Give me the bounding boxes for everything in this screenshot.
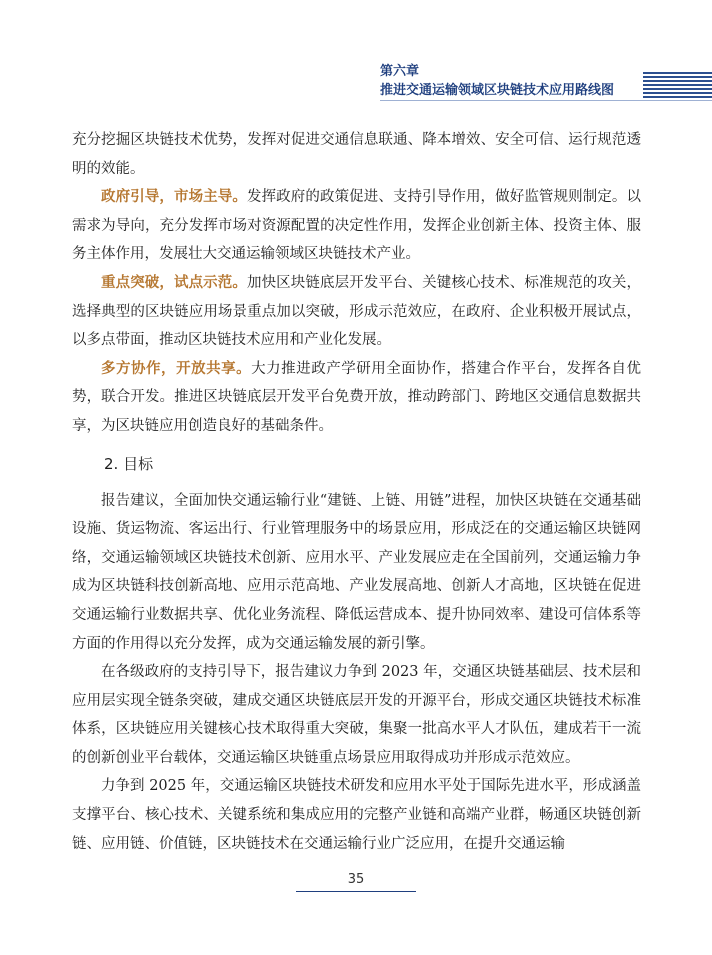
chapter-title: 推进交通运输领域区块链技术应用路线图 — [380, 83, 615, 98]
paragraph-text: 大力推进政产学研用全面协作，搭建合作平台，发挥各自优势，联合开发。推进区块链底层开发平台免费开放，推动跨部门、跨地区交通信息数据共享，为区块链应用创造良好的基础条件。 — [72, 360, 642, 434]
paragraph-cooperation — [72, 355, 641, 441]
paragraph-text: 加快区块链底层开发平台、关键核心技术、标准规范的攻关，选择典型的区块链应用场景重点加以突破，形成示范效应，在政府、企业积极开展试点，以多点带面，推动区块链技术应用和产业化发展。 — [72, 274, 642, 349]
chapter-label: 第六章 — [380, 64, 420, 79]
paragraph-2023-target: 在各级政府的支持引导下，报告建议力争到 2023 年，交通区块链基础层、技术层和应用层实现全链条突破，建成交通区块链底层开发的开源平台，形成交通区块链技术标准体系，区块链应用关键核心技术取得重大突破，集聚一批高水平人才队伍，建成若干一流的创新创业平台载体，交通运输区块链重点场景应用取得成功并形成示范效应。 — [72, 664, 641, 766]
page-number: 35 — [347, 872, 365, 887]
principle-heading: 多方协作，开放共享。 — [101, 359, 252, 377]
paragraph-goals: 报告建议，全面加快交通运输行业“建链、上链、用链”进程，加快区块链在交通基础设施、货运物流、客运出行、行业管理服务中的场景应用，形成泛在的交通运输区块链网络，交通运输领域区块链技术创新、应用水平、产业发展应走在全国前列，交通运输力争成为区块链科技创新高地、应用示范高地、产业发展高地、创新人才高地，区块链在促进交通运输行业数据共享、优化业务流程、降低运营成本、提升协同效率、建设可信体系等方面的作用得以充分发挥，成为交通运输发展的新引擎。 — [72, 492, 641, 652]
paragraph-2025-target: 力争到 2025 年，交通运输区块链技术研发和应用水平处于国际先进水平，形成涵盖支撑平台、核心技术、关键系统和集成应用的完整产业链和高端产业群，畅通区块链创新链、应用链、价值链，区块链技术在交通运输行业广泛应用，在提升交通运输 — [72, 778, 641, 852]
paragraph-government-guidance — [72, 183, 641, 269]
section-heading: 2. 目标 — [104, 454, 154, 473]
paragraph-continued: 充分挖掘区块链技术优势，发挥对促进交通信息联通、降本增效、安全可信、运行规范透明的效能。 — [72, 132, 641, 177]
header-stripes-decoration — [643, 72, 712, 98]
principle-heading: 重点突破，试点示范。 — [101, 273, 247, 291]
paragraph-text: 发挥政府的政策促进、支持引导作用，做好监管规则制定。以需求为导向，充分发挥市场对资源配置的决定性作用，发挥企业创新主体、投资主体、服务主体作用，发展壮大交通运输领域区块链技术产业。 — [72, 189, 642, 263]
paragraph-key-breakthrough — [72, 269, 641, 355]
principle-heading: 政府引导，市场主导。 — [101, 188, 247, 206]
running-header — [380, 62, 640, 100]
footer-rule — [296, 891, 416, 892]
page-body — [72, 126, 641, 858]
header-rule — [380, 100, 712, 101]
